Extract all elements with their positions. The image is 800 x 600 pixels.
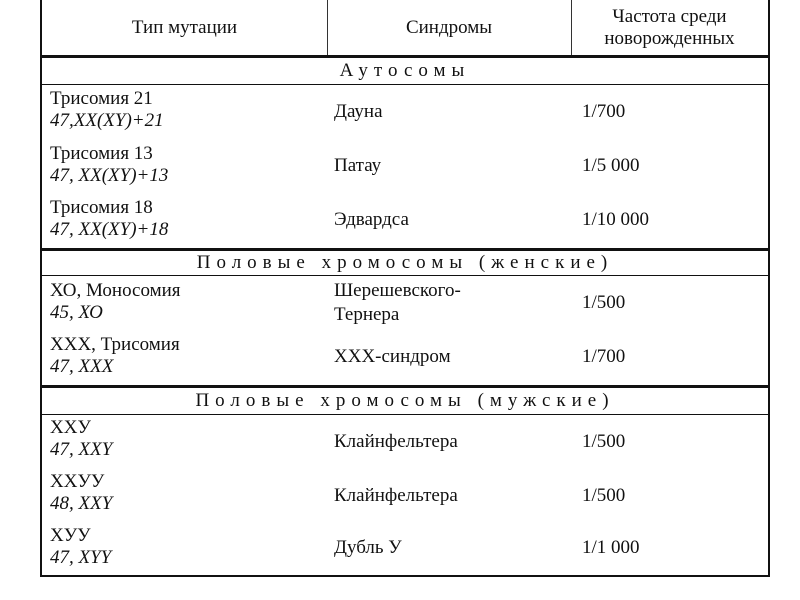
- karyotype: 45, ХО: [50, 302, 103, 323]
- header-syndromes: Синдромы: [405, 16, 493, 38]
- mutation-name: ХХУ: [50, 417, 91, 438]
- karyotype: 47,XX(XY)+21: [50, 110, 164, 131]
- section-title-female: Половые хромосомы (женские): [42, 248, 768, 276]
- syndrome: Патау: [334, 155, 382, 176]
- header-frequency-line2: новорожденных: [604, 27, 735, 49]
- header-divider: [327, 0, 328, 55]
- section-title-autosomes: Аутосомы: [42, 58, 768, 85]
- mutation-name: ХХХ, Трисомия: [50, 334, 180, 355]
- header-frequency: [571, 0, 768, 55]
- syndrome-line1: Шерешевского-: [334, 280, 461, 301]
- mutation-table: [40, 0, 770, 577]
- syndrome-line2: Тернера: [334, 304, 400, 325]
- syndrome: Дауна: [334, 101, 383, 122]
- header-divider: [571, 0, 572, 55]
- frequency: 1/500: [582, 431, 626, 452]
- mutation-name: Трисомия 18: [50, 197, 153, 218]
- mutation-name: Трисомия 13: [50, 143, 153, 164]
- frequency: 1/1 000: [582, 537, 640, 558]
- karyotype: 47, XX(XY)+18: [50, 219, 169, 240]
- karyotype: 47, XXY: [50, 439, 113, 460]
- syndrome: ХХХ-синдром: [334, 346, 451, 367]
- karyotype: 47, ХХХ: [50, 356, 114, 377]
- header-mutation-type: Тип мутации: [131, 16, 238, 38]
- mutation-name: ХУУ: [50, 525, 91, 546]
- karyotype: 47, XX(XY)+13: [50, 165, 169, 186]
- mutation-name: ХО, Моносомия: [50, 280, 181, 301]
- syndrome: Клайнфельтера: [334, 431, 458, 452]
- table-header: [42, 0, 768, 58]
- frequency: 1/500: [582, 292, 626, 313]
- syndrome: Клайнфельтера: [334, 485, 458, 506]
- karyotype: 47, XYY: [50, 547, 112, 568]
- syndrome: Эдвардса: [334, 209, 409, 230]
- section-title-male: Половые хромосомы (мужские): [42, 385, 768, 415]
- mutation-name: Трисомия 21: [50, 88, 153, 109]
- karyotype: 48, XXY: [50, 493, 113, 514]
- frequency: 1/500: [582, 485, 626, 506]
- frequency: 1/5 000: [582, 155, 640, 176]
- frequency: 1/10 000: [582, 209, 650, 230]
- mutation-name: ХХУУ: [50, 471, 105, 492]
- frequency: 1/700: [582, 346, 626, 367]
- frequency: 1/700: [582, 101, 626, 122]
- syndrome: Дубль У: [334, 537, 402, 558]
- header-frequency-line1: Частота среди: [612, 5, 727, 27]
